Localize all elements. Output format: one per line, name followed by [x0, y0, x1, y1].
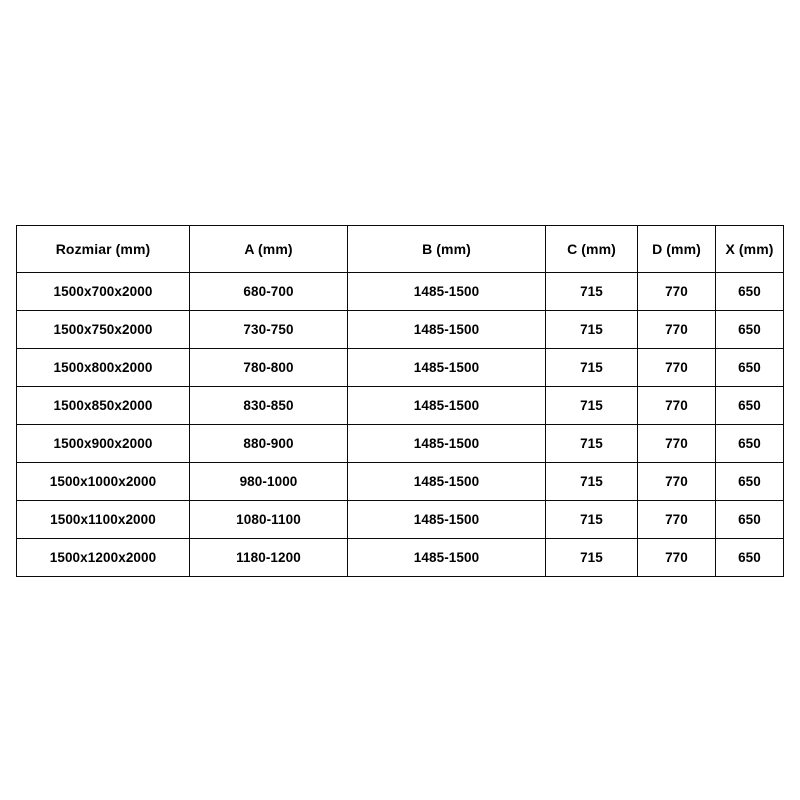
- cell-b: 1485-1500: [348, 538, 546, 576]
- cell-b: 1485-1500: [348, 310, 546, 348]
- cell-d: 770: [638, 538, 716, 576]
- cell-size: 1500x1100x2000: [17, 500, 190, 538]
- cell-c: 715: [546, 500, 638, 538]
- cell-x: 650: [716, 424, 784, 462]
- cell-b: 1485-1500: [348, 462, 546, 500]
- cell-x: 650: [716, 348, 784, 386]
- cell-a: 980-1000: [190, 462, 348, 500]
- cell-size: 1500x750x2000: [17, 310, 190, 348]
- table-row: [17, 310, 784, 348]
- cell-size: 1500x1000x2000: [17, 462, 190, 500]
- cell-a: 780-800: [190, 348, 348, 386]
- cell-size: 1500x850x2000: [17, 386, 190, 424]
- cell-size: 1500x1200x2000: [17, 538, 190, 576]
- cell-a: 680-700: [190, 272, 348, 310]
- cell-d: 770: [638, 272, 716, 310]
- cell-b: 1485-1500: [348, 272, 546, 310]
- table-row: [17, 462, 784, 500]
- cell-b: 1485-1500: [348, 424, 546, 462]
- cell-b: 1485-1500: [348, 348, 546, 386]
- cell-d: 770: [638, 500, 716, 538]
- cell-size: 1500x800x2000: [17, 348, 190, 386]
- cell-c: 715: [546, 386, 638, 424]
- table-header-row: [17, 225, 784, 272]
- cell-a: 880-900: [190, 424, 348, 462]
- cell-x: 650: [716, 272, 784, 310]
- cell-size: 1500x900x2000: [17, 424, 190, 462]
- column-header-size: Rozmiar (mm): [17, 225, 190, 272]
- cell-x: 650: [716, 386, 784, 424]
- cell-a: 730-750: [190, 310, 348, 348]
- cell-b: 1485-1500: [348, 500, 546, 538]
- cell-a: 1180-1200: [190, 538, 348, 576]
- cell-x: 650: [716, 310, 784, 348]
- table-header: [17, 225, 784, 272]
- column-header-a: A (mm): [190, 225, 348, 272]
- cell-x: 650: [716, 462, 784, 500]
- cell-a: 1080-1100: [190, 500, 348, 538]
- cell-x: 650: [716, 500, 784, 538]
- table-row: [17, 348, 784, 386]
- cell-c: 715: [546, 348, 638, 386]
- cell-a: 830-850: [190, 386, 348, 424]
- cell-c: 715: [546, 538, 638, 576]
- cell-d: 770: [638, 424, 716, 462]
- cell-x: 650: [716, 538, 784, 576]
- column-header-d: D (mm): [638, 225, 716, 272]
- table-body: [17, 272, 784, 576]
- table-row: [17, 500, 784, 538]
- cell-c: 715: [546, 310, 638, 348]
- cell-c: 715: [546, 462, 638, 500]
- cell-d: 770: [638, 386, 716, 424]
- table-row: [17, 386, 784, 424]
- cell-d: 770: [638, 310, 716, 348]
- cell-d: 770: [638, 348, 716, 386]
- table-row: [17, 424, 784, 462]
- column-header-c: C (mm): [546, 225, 638, 272]
- cell-c: 715: [546, 272, 638, 310]
- table-row: [17, 272, 784, 310]
- cell-b: 1485-1500: [348, 386, 546, 424]
- cell-c: 715: [546, 424, 638, 462]
- cell-size: 1500x700x2000: [17, 272, 190, 310]
- specification-table: [16, 225, 784, 577]
- column-header-x: X (mm): [716, 225, 784, 272]
- column-header-b: B (mm): [348, 225, 546, 272]
- cell-d: 770: [638, 462, 716, 500]
- table-row: [17, 538, 784, 576]
